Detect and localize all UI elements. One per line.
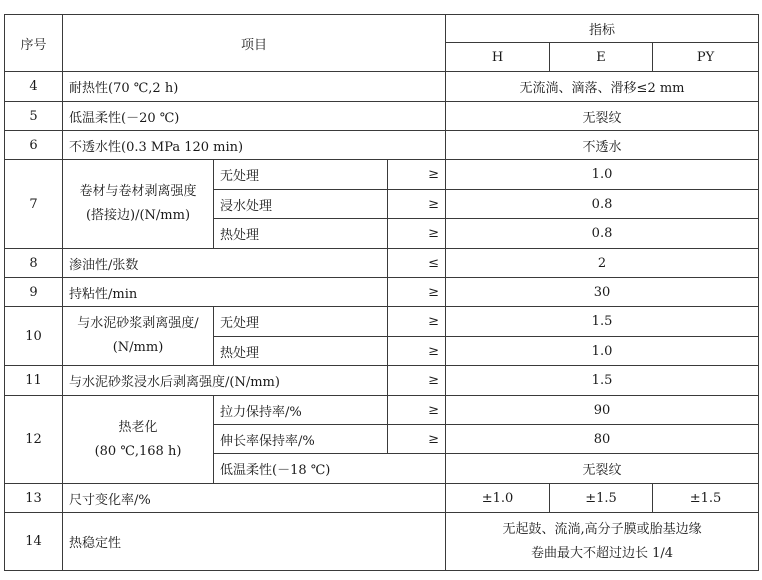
sub-item-label: 低温柔性(－18 ℃)	[214, 454, 446, 484]
comparison-symbol: ≥	[388, 219, 446, 249]
comparison-symbol: ≤	[388, 249, 446, 278]
row-item: 与水泥砂浆浸水后剥离强度/(N/mm)	[63, 366, 388, 396]
row-number: 11	[5, 366, 63, 396]
comparison-symbol: ≥	[388, 425, 446, 454]
row-value: 无裂纹	[446, 454, 759, 484]
row-item-line: (搭接边)/(N/mm)	[85, 208, 191, 223]
table-row	[5, 366, 759, 396]
row-value: 1.0	[446, 160, 759, 190]
row-item-line: 卷材与卷材剥离强度	[79, 184, 197, 199]
row-value: 无流淌、滴落、滑移≤2 mm	[446, 72, 759, 102]
comparison-symbol: ≥	[388, 337, 446, 366]
row-item: 耐热性(70 ℃,2 h)	[63, 72, 446, 102]
sub-item-label: 热处理	[214, 219, 388, 249]
row-number: 4	[5, 72, 63, 102]
sub-item-label: 无处理	[214, 307, 388, 337]
sub-item-label: 无处理	[214, 160, 388, 190]
row-item	[63, 307, 214, 366]
row-item-line: 热老化	[118, 419, 158, 435]
row-number: 7	[5, 160, 63, 249]
header-seq: 序号	[5, 15, 63, 72]
sub-item-label: 拉力保持率/%	[214, 396, 388, 425]
row-item-line: 与水泥砂浆剥离强度/	[77, 316, 199, 331]
sub-item-label: 浸水处理	[214, 190, 388, 219]
comparison-symbol: ≥	[388, 307, 446, 337]
row-number: 12	[5, 396, 63, 484]
row-item: 不透水性(0.3 MPa 120 min)	[63, 131, 446, 160]
table-row	[5, 72, 759, 102]
comparison-symbol: ≥	[388, 278, 446, 307]
row-item	[63, 396, 214, 484]
row-number: 13	[5, 484, 63, 513]
spec-table	[4, 14, 759, 571]
row-number: 8	[5, 249, 63, 278]
row-number: 10	[5, 307, 63, 366]
row-value: 80	[446, 425, 759, 454]
comparison-symbol: ≥	[388, 366, 446, 396]
row-value	[446, 513, 759, 571]
row-item: 尺寸变化率/%	[63, 484, 446, 513]
table-row	[5, 249, 759, 278]
comparison-symbol: ≥	[388, 396, 446, 425]
row-value: 2	[446, 249, 759, 278]
row-value: 0.8	[446, 219, 759, 249]
row-number: 6	[5, 131, 63, 160]
header-e: E	[550, 43, 653, 72]
row-number: 5	[5, 102, 63, 131]
row-value: 30	[446, 278, 759, 307]
row-value: 0.8	[446, 190, 759, 219]
row-value: 无裂纹	[446, 102, 759, 131]
row-item-line: (80 ℃,168 h)	[94, 443, 182, 459]
header-h: H	[446, 43, 550, 72]
row-value: 1.0	[446, 337, 759, 366]
table-row	[5, 307, 759, 337]
table-row	[5, 278, 759, 307]
sub-item-label: 伸长率保持率/%	[214, 425, 388, 454]
row-value: 90	[446, 396, 759, 425]
table-row	[5, 396, 759, 425]
header-row-1	[5, 15, 759, 43]
row-item-line: (N/mm)	[112, 340, 164, 355]
row-value: 1.5	[446, 366, 759, 396]
table-row	[5, 102, 759, 131]
row-item: 低温柔性(－20 ℃)	[63, 102, 446, 131]
row-item: 热稳定性	[63, 513, 446, 571]
table-row	[5, 513, 759, 571]
header-py: PY	[653, 43, 759, 72]
row-number: 9	[5, 278, 63, 307]
row-value-line: 无起鼓、流淌,高分子膜或胎基边缘	[502, 521, 702, 537]
row-value: 1.5	[446, 307, 759, 337]
header-item: 项目	[63, 15, 446, 72]
row-item: 持粘性/min	[63, 278, 388, 307]
row-number: 14	[5, 513, 63, 571]
comparison-symbol: ≥	[388, 160, 446, 190]
row-item	[63, 160, 214, 249]
row-item: 渗油性/张数	[63, 249, 388, 278]
table-row	[5, 131, 759, 160]
table-row	[5, 484, 759, 513]
value-h: ±1.0	[446, 484, 550, 513]
row-value: 不透水	[446, 131, 759, 160]
comparison-symbol: ≥	[388, 190, 446, 219]
value-e: ±1.5	[550, 484, 653, 513]
header-indicator: 指标	[446, 15, 759, 43]
table-row	[5, 160, 759, 190]
sub-item-label: 热处理	[214, 337, 388, 366]
row-value-line: 卷曲最大不超过边长 1/4	[530, 545, 674, 561]
value-py: ±1.5	[653, 484, 759, 513]
